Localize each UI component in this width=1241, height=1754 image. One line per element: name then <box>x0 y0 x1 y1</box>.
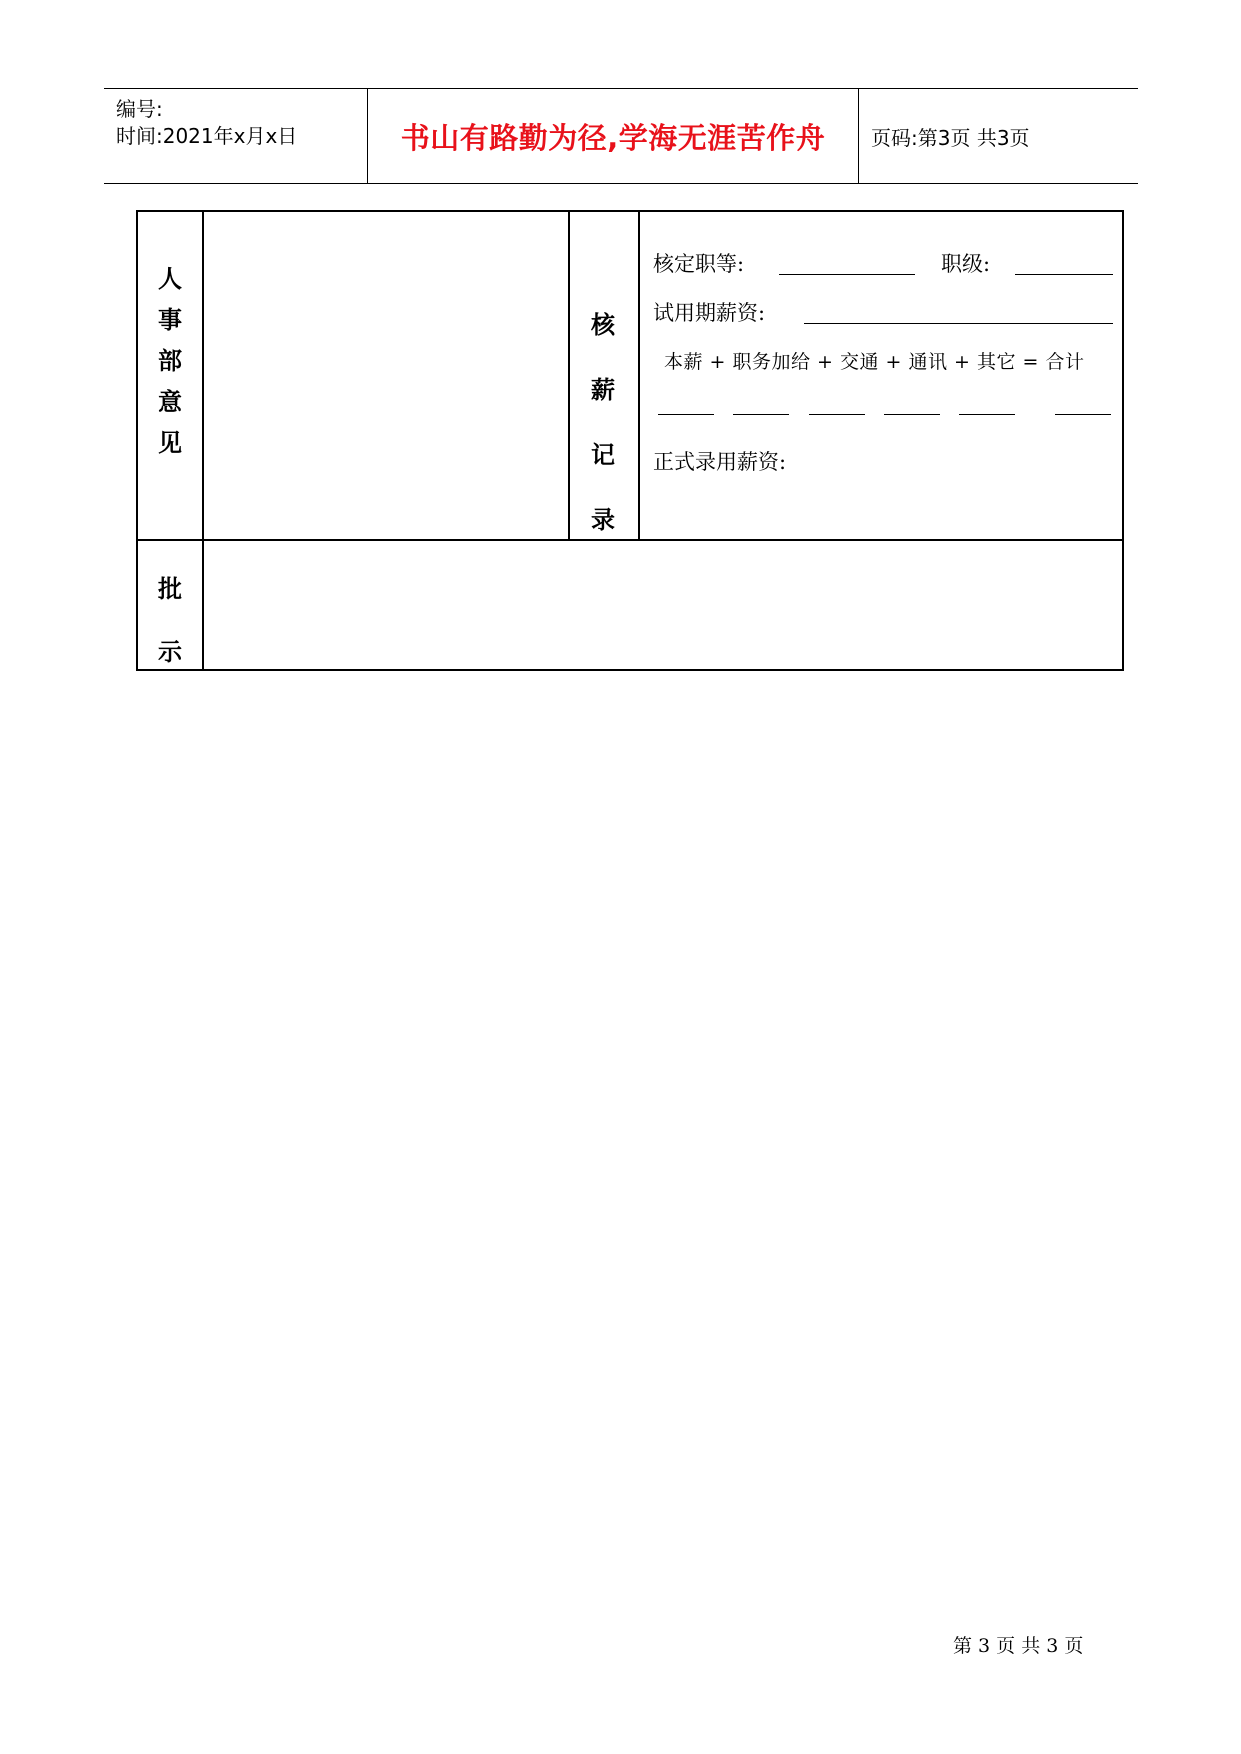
other-allowance-input[interactable] <box>959 414 1015 415</box>
salary-record-char: 核 <box>591 310 615 339</box>
page-header <box>104 88 1138 184</box>
approval-input-area[interactable] <box>204 541 1124 671</box>
position-allowance-input[interactable] <box>733 414 789 415</box>
salary-record-char: 薪 <box>591 375 615 404</box>
grade-label: 核定职等: <box>653 252 745 276</box>
page-footer: 第 3 页 共 3 页 <box>953 1635 1084 1657</box>
grade-input[interactable] <box>779 274 915 275</box>
hr-opinion-char: 人 <box>158 264 182 293</box>
col-divider-3 <box>638 212 640 539</box>
hr-opinion-label <box>150 258 190 463</box>
probation-salary-input[interactable] <box>804 323 1113 324</box>
hr-opinion-input-area[interactable] <box>204 212 568 539</box>
hr-opinion-char: 意 <box>158 387 182 416</box>
hr-opinion-char: 见 <box>158 428 182 457</box>
salary-record-char: 记 <box>591 440 615 469</box>
salary-record-char: 录 <box>591 505 615 534</box>
salary-record-label <box>583 292 623 552</box>
approval-form-table <box>136 210 1124 671</box>
col-divider-2 <box>568 212 570 539</box>
probation-salary-label: 试用期薪资: <box>653 301 766 325</box>
formal-salary-label: 正式录用薪资: <box>653 450 787 474</box>
hr-opinion-char: 事 <box>158 305 182 334</box>
document-number-label: 编号: <box>116 97 163 121</box>
salary-formula: 本薪 + 职务加给 + 交通 + 通讯 + 其它 = 合计 <box>664 351 1085 373</box>
header-meta <box>104 89 368 183</box>
hr-opinion-char: 部 <box>158 346 182 375</box>
total-salary-input[interactable] <box>1055 414 1111 415</box>
transport-allowance-input[interactable] <box>809 414 865 415</box>
communication-allowance-input[interactable] <box>884 414 940 415</box>
level-label: 职级: <box>941 252 991 276</box>
approval-label <box>150 557 190 683</box>
header-slogan: 书山有路勤为径,学海无涯苦作舟 <box>368 89 859 183</box>
approval-char: 示 <box>158 637 182 666</box>
header-page-number: 页码:第3页 共3页 <box>871 125 1030 150</box>
approval-char: 批 <box>158 574 182 603</box>
base-salary-input[interactable] <box>658 414 714 415</box>
level-input[interactable] <box>1015 274 1113 275</box>
document-time-label: 时间:2021年x月x日 <box>116 124 298 148</box>
